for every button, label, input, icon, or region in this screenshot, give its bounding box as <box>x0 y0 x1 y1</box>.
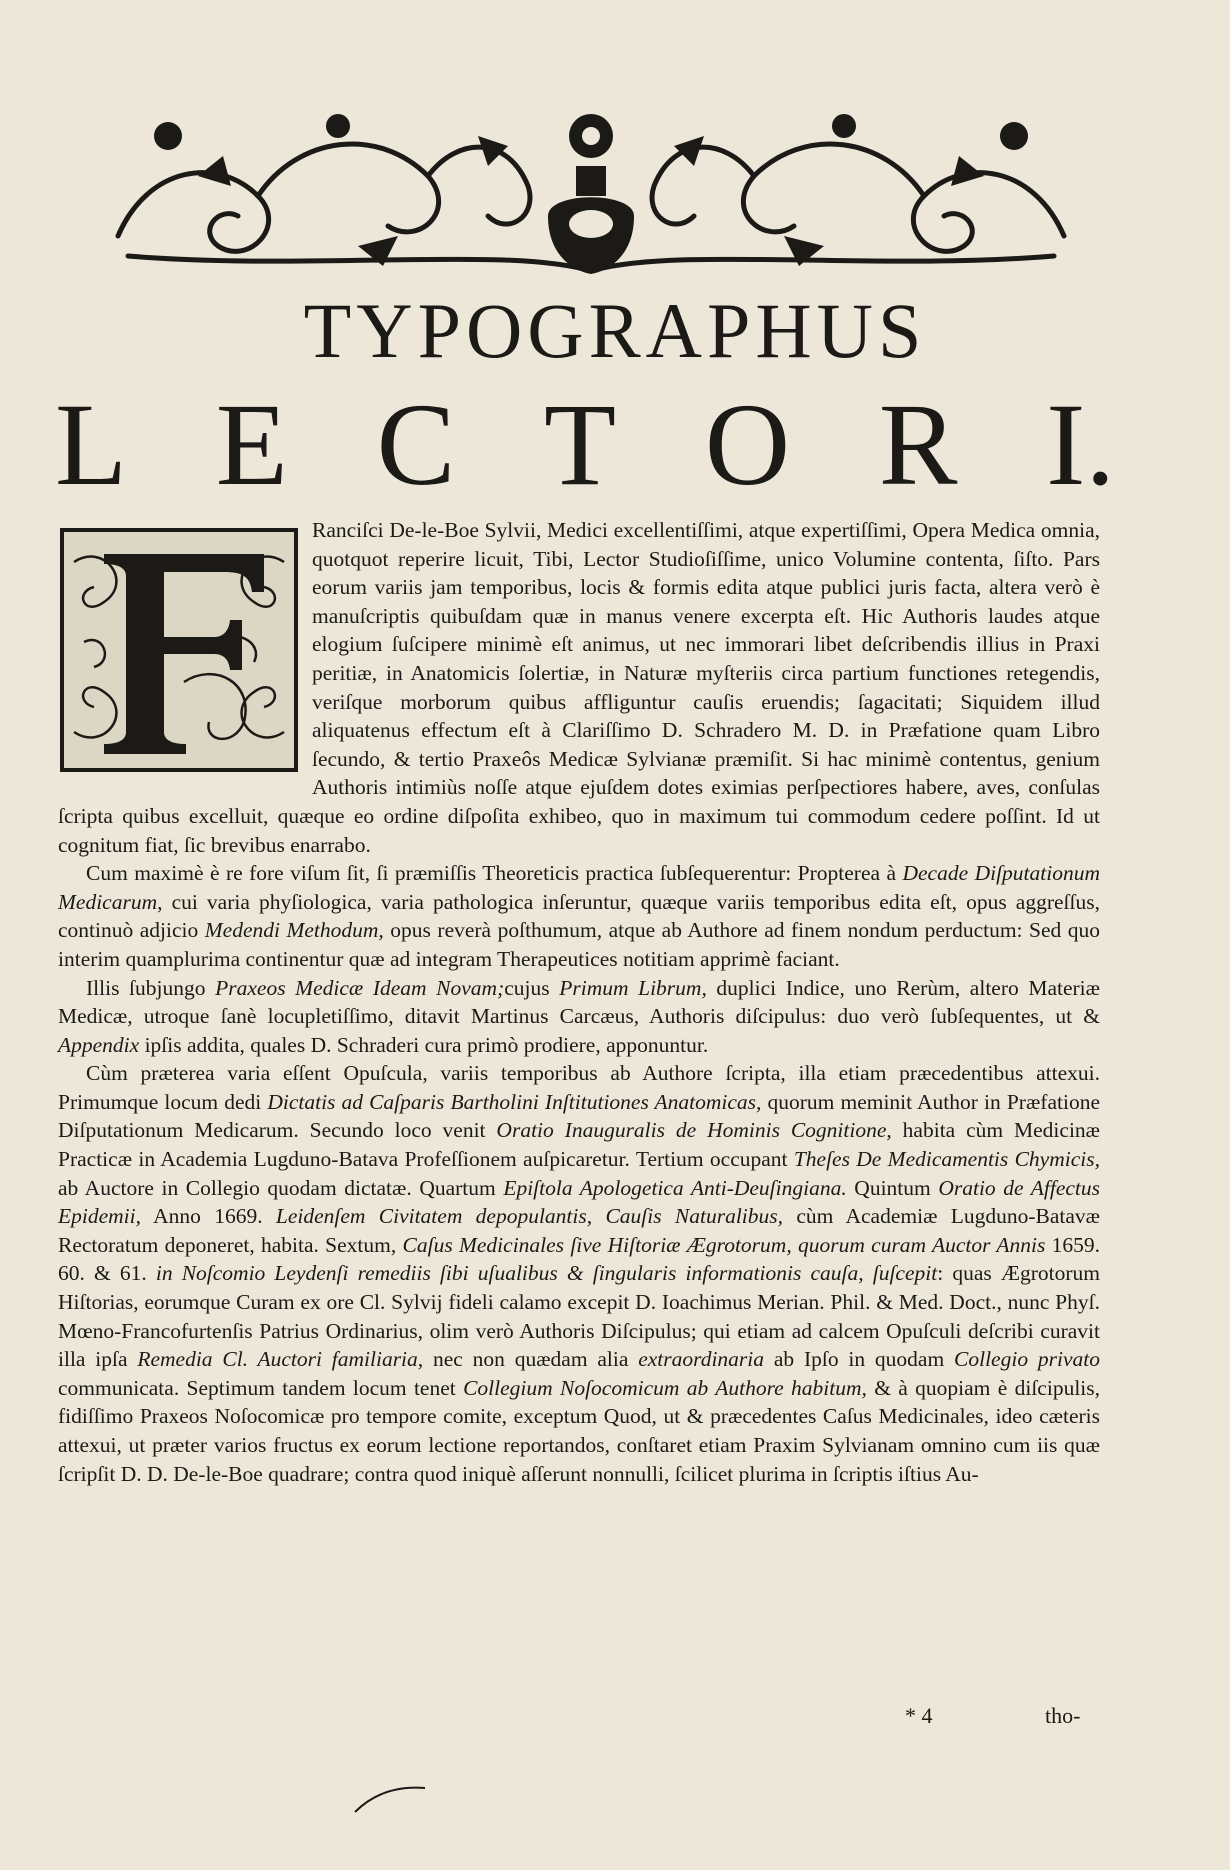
text-run: Illis ſubjungo <box>86 975 216 1000</box>
text-run <box>592 1204 605 1228</box>
italic-title: Primum Librum, <box>559 975 707 1000</box>
floral-headpiece-ornament <box>108 96 1074 286</box>
text-run: duplici Indice, uno Rerùm, altero Materiæ Medicæ, utroque ſanè locupletiſſimo, ditavit Martinus Carcæus, Authoris diſcipulus: duo verò ſubſequentes, ut & <box>58 975 1100 1029</box>
text-run: cujus <box>504 975 560 1000</box>
text-run: habita cùm Medicinæ Practicæ in Academia Lugduno-Batava Profeſſionem auſpicaretur. Tertium occupant <box>58 1118 1101 1172</box>
text-run: Quintum <box>846 1175 939 1200</box>
heading-letter: E <box>215 379 288 510</box>
heading-letter: R <box>878 379 958 510</box>
text-run: Cum maximè è re fore viſum ſit, ſi præmiſſis Theoreticis practica ſubſequerentur: Propterea à <box>86 861 903 886</box>
italic-title: Appendix <box>58 1032 140 1057</box>
ink-stroke-mark <box>350 1780 430 1820</box>
text-run: Ranciſci De-le-Boe Sylvii, Medici excellentiſſimi, atque expertiſſimi, Opera Medica omnia, quotquot reperire licuit, Tibi, Lector Studioſiſſime, unico Volumine contenta, ſiſto. Pars eorum variis jam temporibus, locis & formis edita atque publici juris facta, altera verò è manuſcriptis quibuſdam quæ in manus venere excerpta eſt. Hic Authoris laudes atque elogium ſuſcipere minimè eſt animus, ut nec immorari libet deſcribendis illius in Praxi peritiæ, in Anatomicis ſolertiæ, in Naturæ myſteriis circa partium functiones retegendis, veriſque morborum quibus affliguntur cauſis eruendis; ſagacitati; Siquidem illud aliquatenus effectum eſt à Clariſſimo D. Schradero M. D. in Præfatione quam Libro ſecundo, & tertio Praxeôs Medicæ Sylvianæ præmiſit. Si hac minimè contentus, genium Authoris intimiùs noſſe atque ejuſdem dotes eximias perſpectiores habere, aves, conſulas ſcripta quibus excelluit, quæque eo ordine diſpoſita exhibeo, quo in maximum tui commodum cedere poſſint. Id ut cognitum fiat, ſic brevibus enarrabo. <box>58 518 1100 857</box>
body-text <box>58 516 1100 1488</box>
heading-lectori <box>55 379 1115 510</box>
italic-title: Praxeos Medicæ Ideam Novam; <box>215 975 505 1000</box>
paragraph <box>58 859 1100 973</box>
signature-mark: * 4 <box>905 1703 933 1728</box>
italic-title: Dictatis ad Caſparis Bartholini Inſtitutiones Anatomicas, <box>267 1089 762 1114</box>
italic-title: Leidenſem Civitatem depopulantis, <box>275 1204 593 1229</box>
italic-title: Cauſis Naturalibus, <box>605 1204 784 1229</box>
text-run: opus reverà poſthumum, atque ab Authore ad finem nondum perductum: Sed quo interim quamplurima continentur quæ ad integram Therapeutices notitiam apprimè faciant. <box>58 918 1101 971</box>
text-run: ab Auctore in Collegio quodam dictatæ. Quartum <box>58 1175 504 1200</box>
italic-title: Decade Diſputationum Medicarum <box>58 861 1100 914</box>
text-run: ab Ipſo in quodam <box>764 1347 955 1372</box>
italic-title: Remedia Cl. Auctori familiaria, <box>137 1347 424 1372</box>
italic-title: Theſes De Medicamentis Chymicis, <box>793 1147 1100 1172</box>
italic-title: Collegium Noſocomicum ab Authore habitum, <box>463 1375 867 1400</box>
heading-letter: L <box>55 379 128 510</box>
italic-title: Oratio de Affectus Epidemii, <box>58 1175 1100 1229</box>
italic-title: Collegio privato <box>954 1347 1100 1372</box>
heading-typographus: TYPOGRAPHUS <box>303 287 927 374</box>
page-footer <box>0 1703 1230 1733</box>
text-run: & à quopiam è diſcipulis, fidiſſimo Praxeos Noſocomicæ pro tempore comite, exceptum Quod, ut & præcedentes Caſus Medicinales, ideo cæteris attexui, ut præter varios fructus ex eorum lectione reportandos, conſtaret etiam Praxim Sylvianam omnino cum iis quæ ſcripſit D. D. De-le-Boe quadrare; contra quod iniquè aſſerunt nonnulli, ſcilicet plurima in ſcriptis iſtius Au- <box>58 1375 1101 1486</box>
text-run: cùm Academiæ Lugduno-Batavæ Rectoratum deponeret, habita. Sextum, <box>58 1204 1101 1257</box>
heading-letter: O <box>704 379 791 510</box>
italic-title: Epiſtola Apologetica Anti-Deuſingiana. <box>503 1175 847 1200</box>
text-run: Cùm præterea varia eſſent Opuſcula, variis temporibus ab Authore ſcripta, illa etiam præcedentibus attexui. Primumque locum dedi <box>58 1061 1100 1114</box>
text-run: : quas Ægrotorum Hiſtorias, eorumque Curam ex ore Cl. Sylvij fideli calamo excepit D. Ioachimus Merian. Phil. & Med. Doct., nunc Phyſ. Mœno-Francofurtenſis Patrius Ordinarius, olim verò Authoris Diſcipulus; qui etiam ad calcem Opuſculi deſcribi curavit illa ipſa <box>58 1261 1100 1372</box>
text-run: , cui varia phyſiologica, varia pathologica inſeruntur, quæque variis temporibus edita eſt, opus aggreſſus, continuò adjicio <box>58 889 1100 943</box>
heading-letter: C <box>376 379 456 510</box>
text-run: Anno 1669. <box>141 1204 276 1229</box>
text-run: nec non quædam alia <box>423 1347 639 1372</box>
italic-title: Oratio Inauguralis de Hominis Cognitione, <box>496 1118 892 1143</box>
heading-letter: T <box>544 379 617 510</box>
italic-title: extraordinaria <box>638 1347 765 1372</box>
text-run: quorum meminit Author in Præfatione Diſputationum Medicarum. Secundo loco venit <box>58 1089 1100 1143</box>
italic-title: Medendi Methodum, <box>204 918 384 943</box>
text-run: 1659. 60. & 61. <box>58 1232 1100 1286</box>
italic-title: Caſus Medicinales ſive Hiſtoriæ Ægrotorum, quorum curam Auctor Annis <box>402 1232 1046 1257</box>
text-run: communicata. Septimum tandem locum tenet <box>58 1375 464 1400</box>
text-run: ipſis addita, quales D. Schraderi cura primò prodiere, apponuntur. <box>139 1032 709 1057</box>
paragraph <box>58 1059 1100 1488</box>
paragraph <box>58 974 1100 1060</box>
catchword: tho- <box>1045 1703 1081 1728</box>
heading-letter: I. <box>1046 379 1115 510</box>
italic-title: in Noſcomio Leydenſi remediis ſibi uſualibus & ſingularis informationis cauſa, ſuſcepit <box>155 1261 938 1286</box>
